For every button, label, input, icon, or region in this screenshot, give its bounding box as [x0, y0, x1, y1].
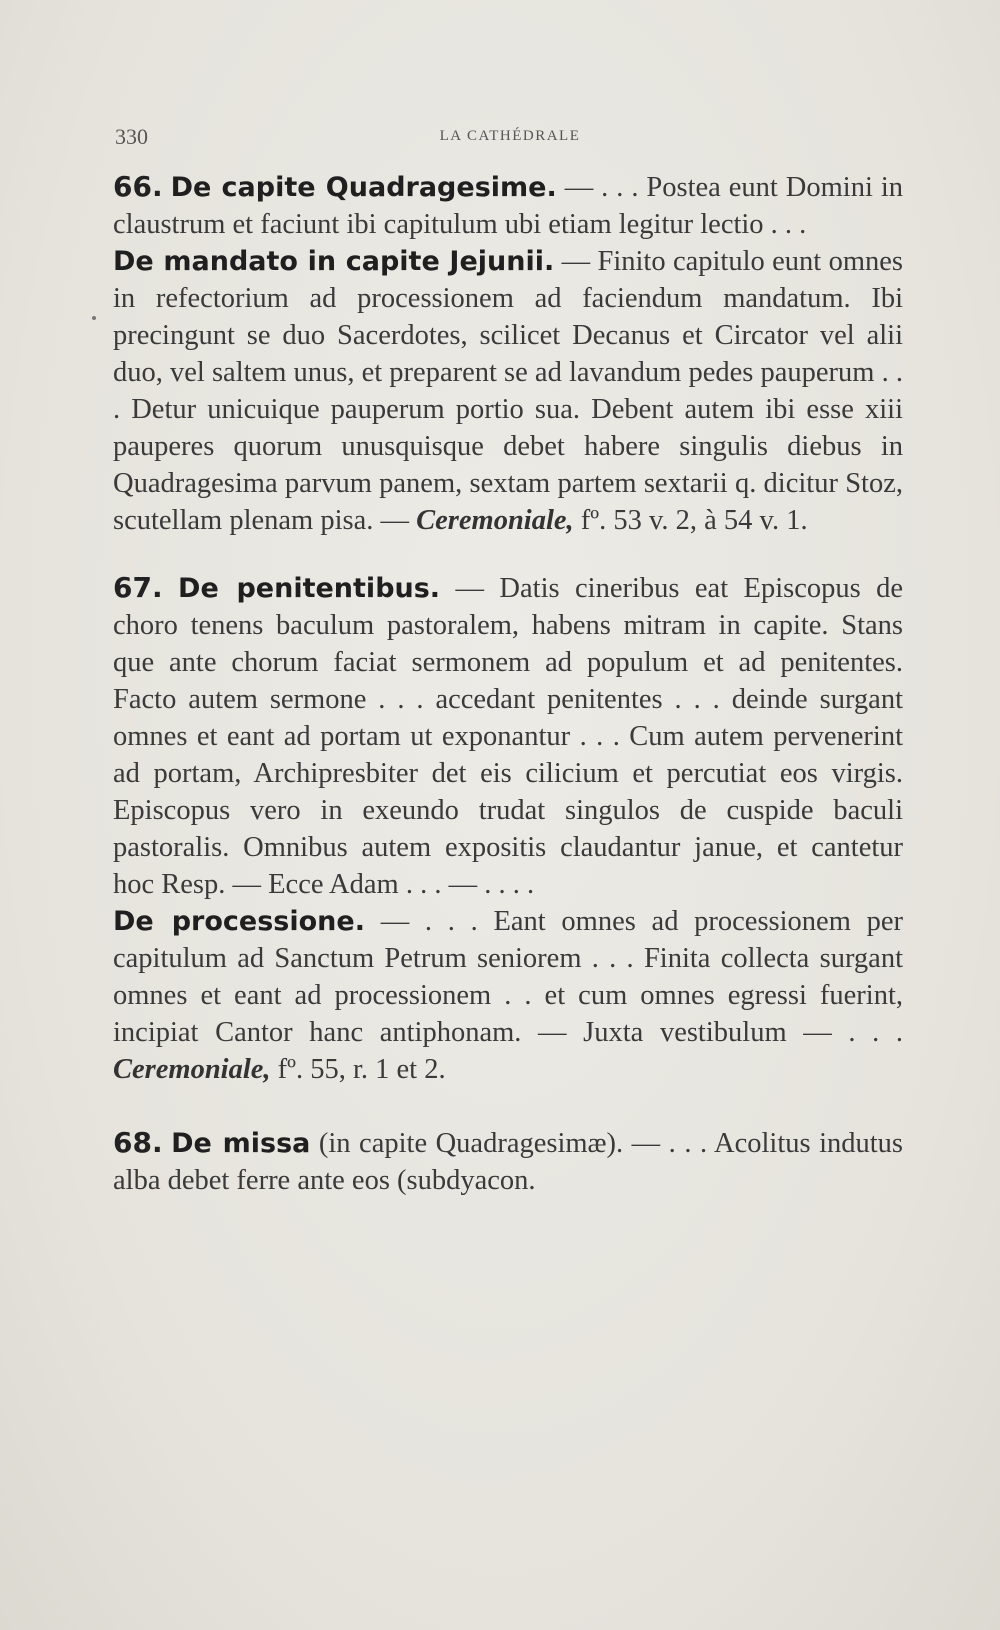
section-text: — . . . Postea eunt Domini in claustrum et faciunt ibi capitulum ubi etiam legitur lectio . . . — [113, 172, 904, 240]
reference-folio: fº. 55, r. 1 et 2. — [270, 1054, 446, 1085]
section-number: 66 — [113, 170, 152, 203]
section-67: 67. De penitentibus. — Datis cineribus eat Episcopus de choro tenens baculum pastoralem, habens mitram in capite. Stans que ante chorum faciat sermonem ad populum et ad penitentes. Facto autem sermone . . . accedant penitentes . . . deinde surgant omnes et eant ad portam ut exponantur . . . Cum autem pervenerint ad portam, Archipresbiter det eis cilicium et percutiat eos virgis. Episcopus vero in exeundo trudat singulos de cuspide baculi pastoralis. Omnibus autem expositis claudantur janue, et cantetur hoc Resp. — Ecce Adam . . . — . . . . — [113, 571, 904, 900]
reference-title: Ceremoniale, — [416, 505, 574, 536]
section-66-sub — [113, 243, 903, 539]
section-66: 66. De capite Quadragesime. — . . . Postea eunt Domini in claustrum et faciunt ibi capitulum ubi etiam legitur lectio . . . — [113, 170, 904, 240]
margin-mark — [92, 316, 96, 320]
section-heading: De missa — [171, 1128, 311, 1159]
page-body — [113, 168, 903, 1199]
sub-text: — . . . Eant omnes ad processionem per capitulum ad Sanctum Petrum seniorem . . . Finita collecta surgant omnes et eant ad processionem . . et cum omnes egressi fuerint, incipiat Cantor hanc antiphonam. — Juxta vestibulum — . . . — [113, 906, 903, 1048]
section-number: 68 — [113, 1126, 152, 1159]
sub-heading: De mandato in capite Jejunii. — [113, 246, 555, 277]
reference-title: Ceremoniale, — [113, 1054, 271, 1085]
section-heading: De capite Quadragesime. — [170, 172, 557, 203]
page-number: 330 — [115, 124, 148, 149]
section-number: 67 — [113, 571, 152, 604]
sub-text: — Finito capitulo eunt omnes in refectorium ad processionem ad faciendum mandatum. Ibi precingunt se duo Sacerdotes, scilicet Decanus et Circator vel alii duo, vel saltem unus, et preparent se ad lavandum pedes pauperum . . . Detur unicuique pauperum portio sua. Debent autem ibi esse xiii pauperes quorum unusquisque debet habere singulis diebus in Quadragesima parvum panem, sextam partem sextarii q. dicitur Stoz, scutellam plenam pisa. — — [113, 246, 903, 536]
section-text: — Datis cineribus eat Episcopus de choro tenens baculum pastoralem, habens mitram in capite. Stans que ante chorum faciat sermonem ad populum et ad penitentes. Facto autem sermone . . . accedant penitentes . . . deinde surgant omnes et eant ad portam ut exponantur . . . Cum autem pervenerint ad portam, Archipresbiter det eis cilicium et percutiat eos virgis. Episcopus vero in exeundo trudat singulos de cuspide baculi pastoralis. Omnibus autem expositis claudantur janue, et cantetur hoc Resp. — Ecce Adam . . . — . . . . — [113, 573, 904, 900]
section-text: (in capite Quadragesimæ). — . . . Acolitus indutus alba debet ferre ante eos (subdyacon. — [113, 1128, 904, 1196]
sub-heading: De processione. — [113, 906, 365, 937]
running-head — [115, 124, 905, 149]
section-67-sub — [113, 903, 903, 1088]
reference-folio: fº. 53 v. 2, à 54 v. 1. — [573, 505, 808, 536]
section-heading: De penitentibus. — [178, 573, 441, 604]
running-title: LA CATHÉDRALE — [439, 128, 581, 144]
section-68: 68. De missa (in capite Quadragesimæ). — . . . Acolitus indutus alba debet ferre ante eos (subdyacon. — [113, 1126, 904, 1196]
